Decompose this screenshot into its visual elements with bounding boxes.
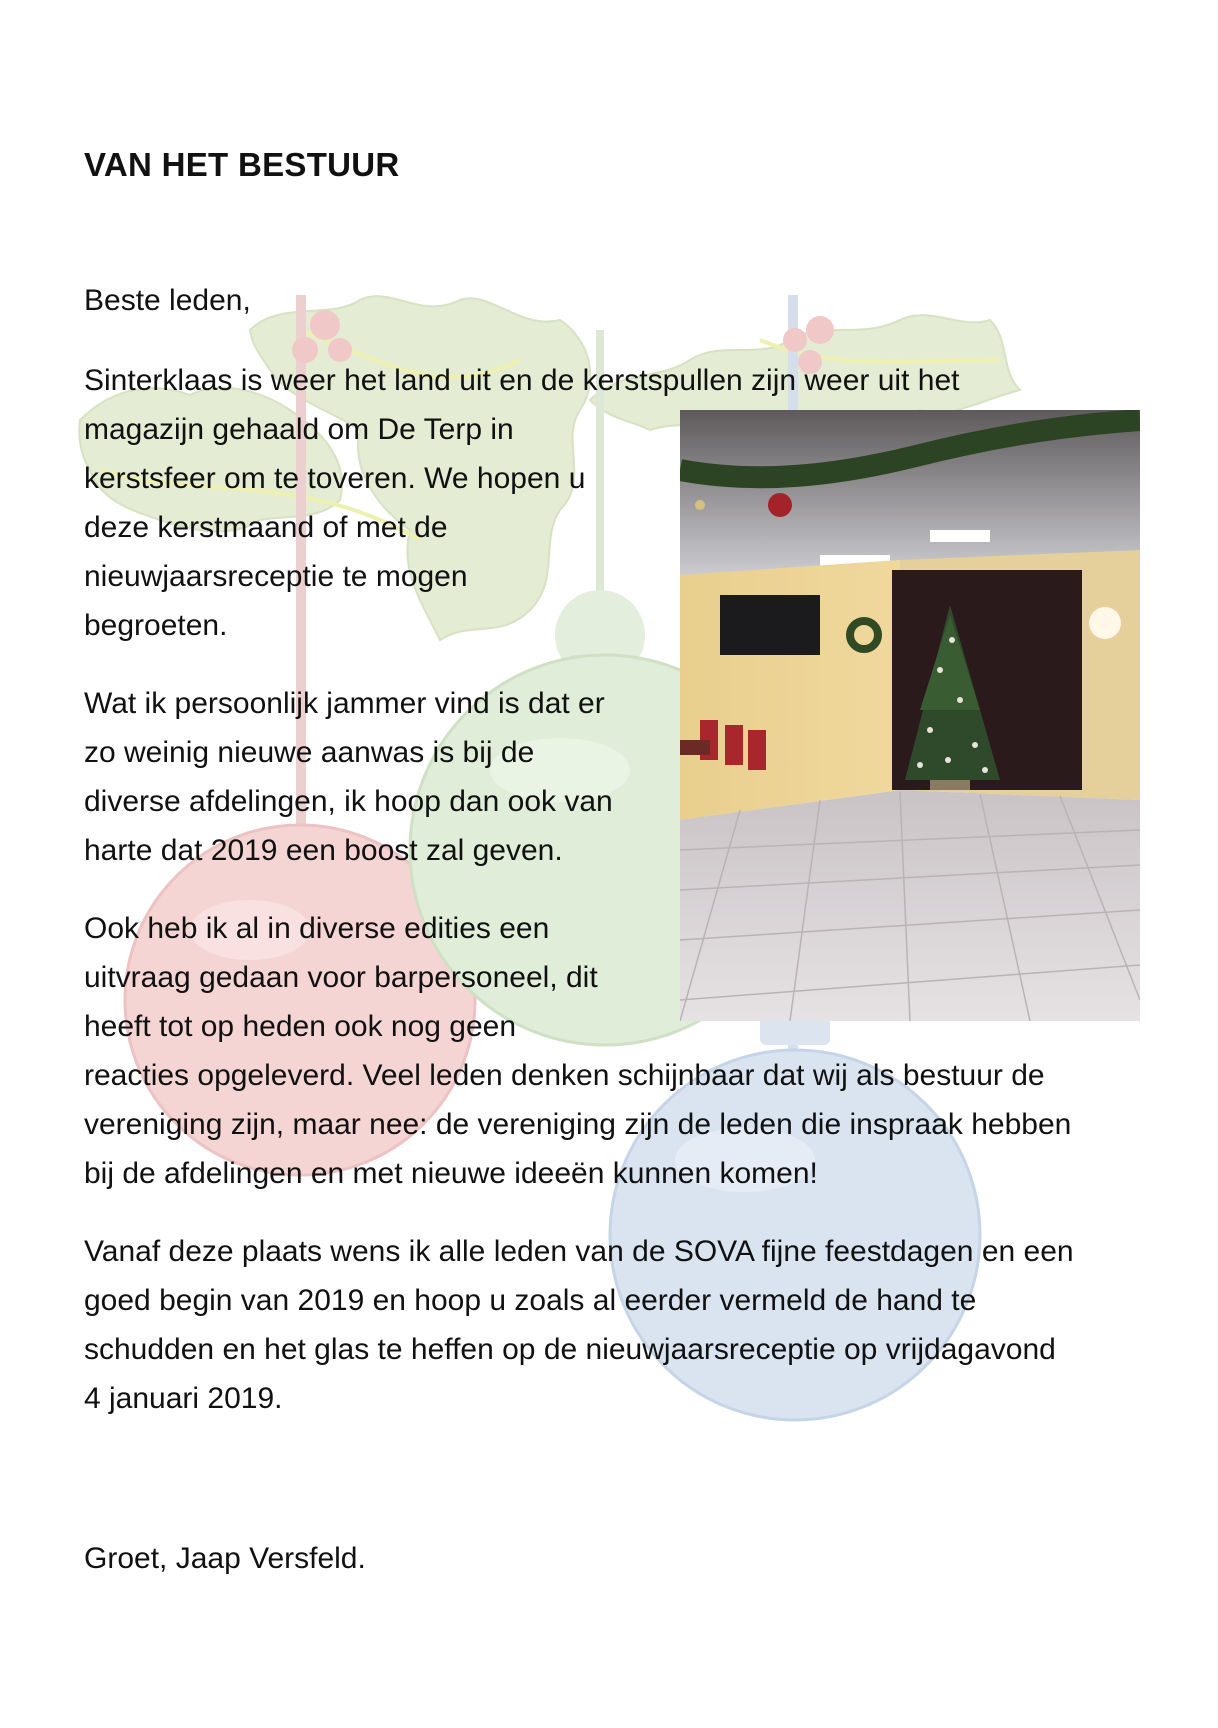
- paragraph-line: schudden en het glas te heffen op de nieuwjaarsreceptie op vrijdagavond: [84, 1333, 1056, 1366]
- paragraph-line: deze kerstmaand of met de: [84, 511, 448, 544]
- paragraph-line: goed begin van 2019 en hoop u zoals al eerder vermeld de hand te: [84, 1284, 977, 1317]
- paragraph-line: Sinterklaas is weer het land uit en de kerstspullen zijn weer uit het: [84, 364, 960, 397]
- paragraph-line: Wat ik persoonlijk jammer vind is dat er: [84, 687, 605, 720]
- page-title: VAN HET BESTUUR: [84, 146, 400, 183]
- paragraph-line: 4 januari 2019.: [84, 1382, 283, 1415]
- paragraph-line: harte dat 2019 een boost zal geven.: [84, 834, 563, 867]
- paragraph-line: Ook heb ik al in diverse edities een: [84, 912, 550, 945]
- paragraph-line: vereniging zijn, maar nee: de vereniging zijn de leden die inspraak hebben: [84, 1108, 1072, 1141]
- paragraph-line: kerstsfeer om te toveren. We hopen u: [84, 462, 586, 495]
- paragraph-line: bij de afdelingen en met nieuwe ideeën kunnen komen!: [84, 1157, 818, 1190]
- paragraph-line: Vanaf deze plaats wens ik alle leden van de SOVA fijne feestdagen en een: [84, 1235, 1074, 1268]
- paragraph-line: nieuwjaarsreceptie te mogen: [84, 560, 468, 593]
- paragraph-line: diverse afdelingen, ik hoop dan ook van: [84, 785, 613, 818]
- paragraph-line: begroeten.: [84, 609, 228, 642]
- paragraph-line: magazijn gehaald om De Terp in: [84, 413, 514, 446]
- closing-signature: Groet, Jaap Versfeld.: [84, 1542, 366, 1575]
- paragraph-line: uitvraag gedaan voor barpersoneel, dit: [84, 961, 598, 994]
- paragraph-line: zo weinig nieuwe aanwas is bij de: [84, 736, 535, 769]
- salutation: Beste leden,: [84, 284, 251, 317]
- paragraph-line: heeft tot op heden ook nog geen: [84, 1010, 517, 1043]
- christmas-hall-photo: [680, 410, 1140, 1021]
- paragraph-line: reacties opgeleverd. Veel leden denken schijnbaar dat wij als bestuur de: [84, 1059, 1045, 1092]
